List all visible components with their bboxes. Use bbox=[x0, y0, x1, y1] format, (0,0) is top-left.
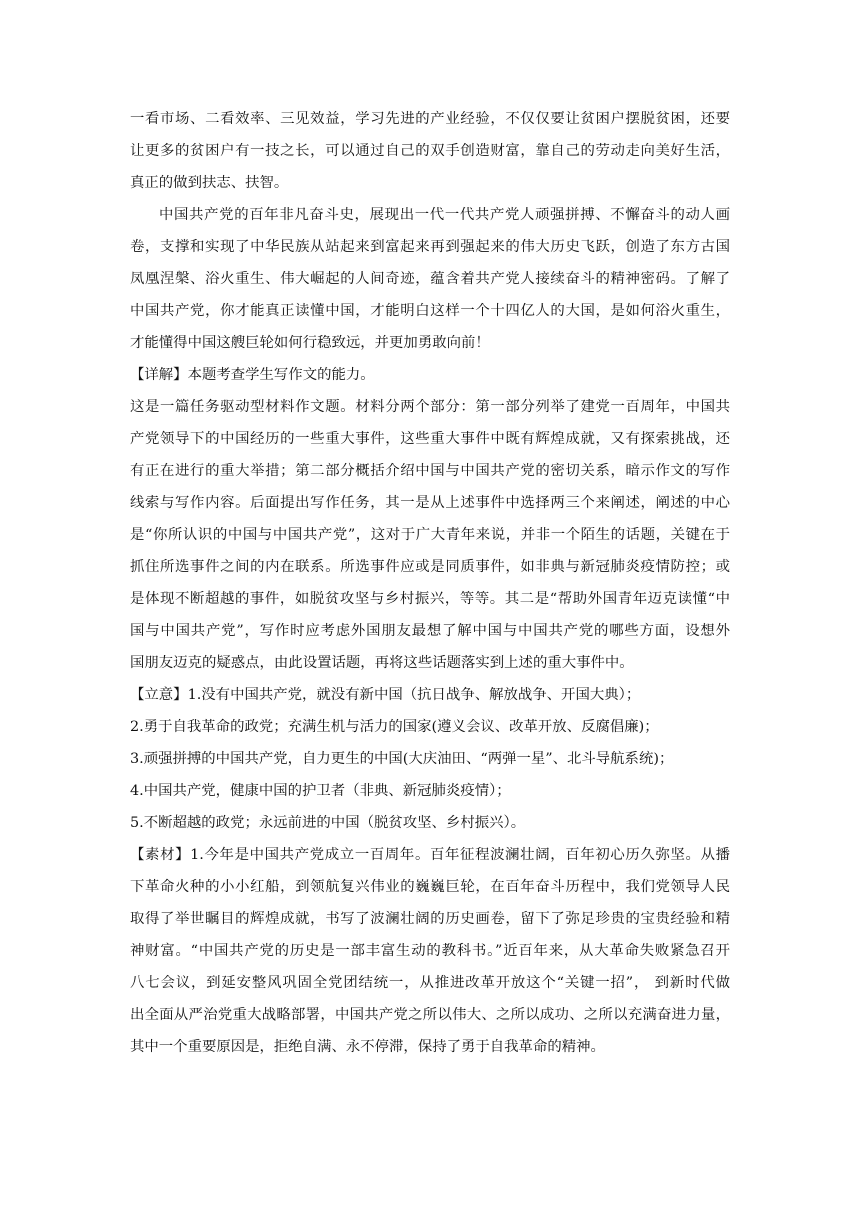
text-line: 产党领导下的中国经历的一些重大事件，这些重大事件中既有辉煌成就，又有探索挑战，还 bbox=[130, 431, 730, 447]
text-line: 国与中国共产党”，写作时应考虑外国朋友最想了解中国与中国共产党的哪些方面，设想外 bbox=[130, 623, 730, 639]
text-line: 下革命火种的小小红船，到领航复兴伟业的巍巍巨轮，在百年奋斗历程中，我们党领导人民 bbox=[130, 879, 730, 895]
text-line: 中国共产党的百年非凡奋斗史，展现出一代一代共产党人顽强拼搏、不懈奋斗的动人画 bbox=[159, 207, 730, 223]
text-line: 中国共产党，你才能真正读懂中国，才能明白这样一个十四亿人的大国，是如何浴火重生， bbox=[130, 303, 730, 319]
text-line: 真正的做到扶志、扶智。 bbox=[130, 175, 289, 191]
text-line: 国朋友迈克的疑惑点，由此设置话题，再将这些话题落实到上述的重大事件中。 bbox=[130, 655, 634, 671]
text-line: 神财富。“中国共产党的历史是一部丰富生动的教科书。”近百年来，从大革命失败紧急召开 bbox=[130, 943, 730, 959]
text-line: 出全面从严治党重大战略部署，中国共产党之所以伟大、之所以成功、之所以充满奋进力量， bbox=[130, 1007, 730, 1023]
section-heading-theme: 【立意】1.没有中国共产党，就没有新中国（抗日战争、解放战争、开国大典）； bbox=[130, 687, 641, 703]
document-page bbox=[130, 103, 730, 1063]
text-line: 卷，支撑和实现了中华民族从站起来到富起来再到强起来的伟大历史飞跃，创造了东方古国 bbox=[130, 239, 730, 255]
list-item: 5.不断超越的政党；永远前进的中国（脱贫攻坚、乡村振兴）。 bbox=[130, 815, 526, 831]
text-line: 是体现不断超越的事件，如脱贫攻坚与乡村振兴，等等。其二是“帮助外国青年迈克读懂“中 bbox=[130, 591, 730, 607]
text-line: 是“你所认识的中国与中国共产党”，这对于广大青年来说，并非一个陌生的话题，关键在于 bbox=[130, 527, 730, 543]
text-line: 有正在进行的重大举措；第二部分概括介绍中国与中国共产党的密切关系，暗示作文的写作 bbox=[130, 463, 730, 479]
text-line: 其中一个重要原因是，拒绝自满、永不停滞，保持了勇于自我革命的精神。 bbox=[130, 1039, 605, 1055]
list-item: 3.顽强拼搏的中国共产党，自力更生的中国(大庆油田、“两弹一星”、北斗导航系统)； bbox=[130, 751, 674, 767]
text-line: 才能懂得中国这艘巨轮如何行稳致远，并更加勇敢向前！ bbox=[130, 335, 490, 351]
section-heading-detail: 【详解】本题考查学生写作文的能力。 bbox=[130, 367, 375, 383]
text-line: 这是一篇任务驱动型材料作文题。材料分两个部分：第一部分列举了建党一百周年，中国共 bbox=[130, 399, 730, 415]
text-line: 线索与写作内容。后面提出写作任务，其一是从上述事件中选择两三个来阐述，阐述的中心 bbox=[130, 495, 730, 511]
text-line: 取得了举世瞩目的辉煌成就，书写了波澜壮阔的历史画卷，留下了弥足珍贵的宝贵经验和精 bbox=[130, 911, 730, 927]
text-line: 凤凰涅槃、浴火重生、伟大崛起的人间奇迹，蕴含着共产党人接续奋斗的精神密码。了解了 bbox=[130, 271, 730, 287]
text-line: 一看市场、二看效率、三见效益，学习先进的产业经验，不仅仅要让贫困户摆脱贫困，还要 bbox=[130, 111, 730, 127]
section-heading-material: 【素材】1.今年是中国共产党成立一百周年。百年征程波澜壮阔，百年初心历久弥坚。从播 bbox=[130, 847, 730, 863]
list-item: 2.勇于自我革命的政党；充满生机与活力的国家(遵义会议、改革开放、反腐倡廉)； bbox=[130, 719, 659, 735]
text-line: 抓住所选事件之间的内在联系。所选事件应或是同质事件，如非典与新冠肺炎疫情防控；或 bbox=[130, 559, 730, 575]
text-line: 八七会议，到延安整风巩固全党团结统一，从推进改革开放这个“关键一招”， 到新时代做 bbox=[130, 975, 730, 991]
text-line: 让更多的贫困户有一技之长，可以通过自己的双手创造财富，靠自己的劳动走向美好生活， bbox=[130, 143, 730, 159]
list-item: 4.中国共产党，健康中国的护卫者（非典、新冠肺炎疫情）； bbox=[130, 783, 511, 799]
